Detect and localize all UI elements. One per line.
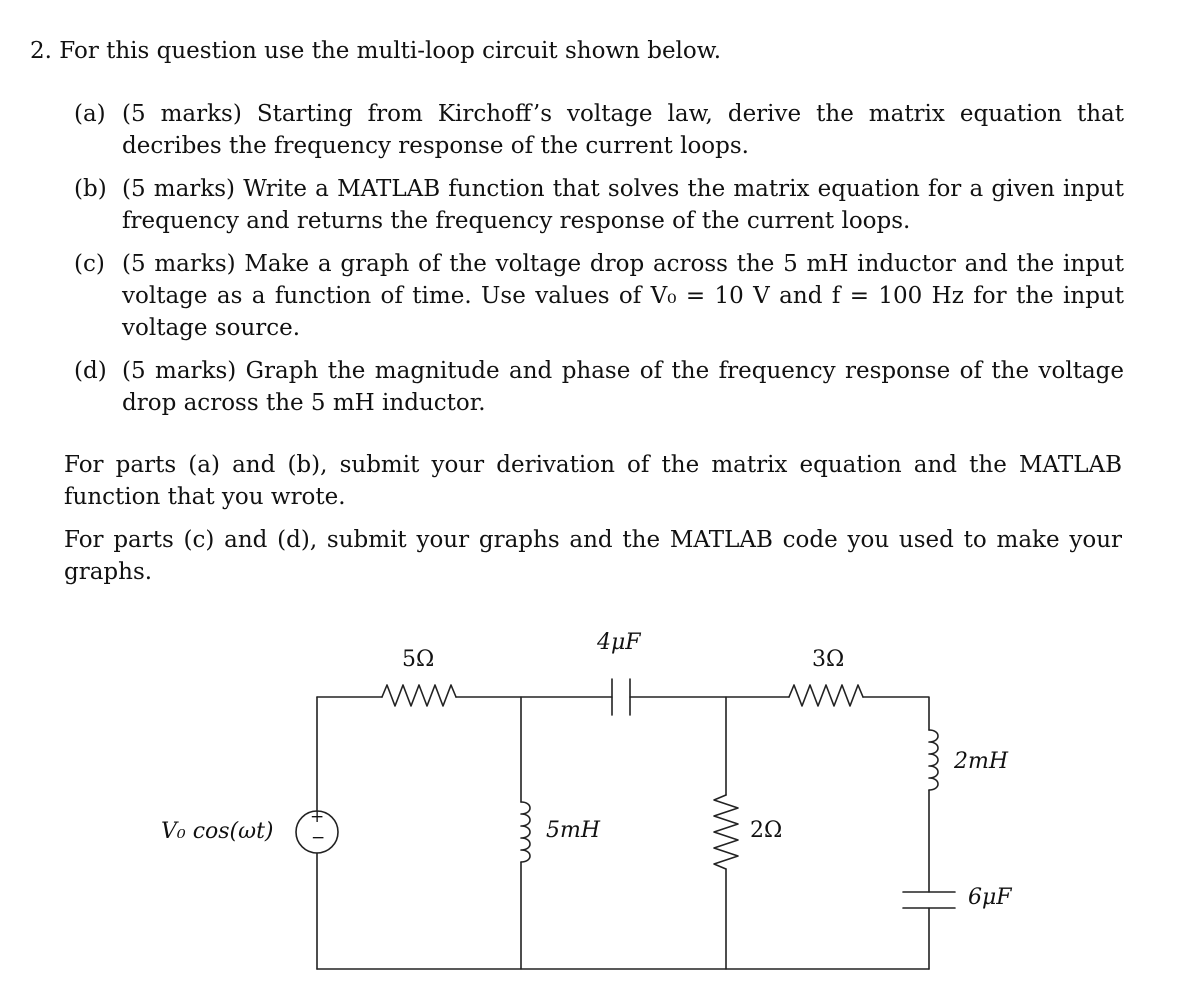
resistor-3-ohm <box>789 685 863 706</box>
question-header <box>30 38 721 64</box>
wire-top-right <box>863 697 929 730</box>
resistor-2-ohm <box>714 795 738 869</box>
part-a-label: (a) <box>74 101 106 127</box>
part-d <box>74 355 1124 419</box>
question-parts <box>74 98 1124 430</box>
inductor-5mH <box>521 802 530 862</box>
circuit-diagram <box>0 600 1178 996</box>
submission-note-ab: For parts (a) and (b), submit your derivation of the matrix equation and the MATLAB function that you wrote. <box>64 452 1122 510</box>
resistor-5-ohm-label: 5Ω <box>402 647 435 672</box>
resistor-5-ohm <box>382 685 456 706</box>
source-label: V₀ cos(ωt) <box>161 819 274 844</box>
capacitor-6uF <box>903 892 955 908</box>
part-a <box>74 98 1124 162</box>
part-b-text: (5 marks) Write a MATLAB function that solves the matrix equation for a given input frequency and returns the frequency response of the current loops. <box>122 176 1124 234</box>
resistor-3-ohm-label: 3Ω <box>812 647 845 672</box>
part-b-label: (b) <box>74 176 107 202</box>
part-d-text: (5 marks) Graph the magnitude and phase of the frequency response of the voltage drop across the 5 mH inductor. <box>122 358 1124 416</box>
source-plus-sign: + <box>310 807 325 827</box>
question-intro: For this question use the multi-loop circuit shown below. <box>59 38 722 64</box>
inductor-2mH <box>929 730 938 790</box>
capacitor-4uF-label: 4μF <box>597 630 641 655</box>
part-d-label: (d) <box>74 358 107 384</box>
capacitor-6uF-label: 6μF <box>968 885 1012 910</box>
part-b <box>74 173 1124 237</box>
circuit-schematic <box>0 600 1178 996</box>
part-c-text: (5 marks) Make a graph of the voltage drop across the 5 mH inductor and the input voltage as a function of time. Use values of V₀ = 10 V and f = 100 Hz for the input voltage source. <box>122 251 1124 341</box>
capacitor-4uF <box>612 679 630 715</box>
resistor-2-ohm-label: 2Ω <box>750 818 783 843</box>
inductor-5mH-label: 5mH <box>546 818 601 843</box>
part-c <box>74 248 1124 344</box>
part-a-text: (5 marks) Starting from Kirchoff’s voltage law, derive the matrix equation that decribes the frequency response of the current loops. <box>122 101 1124 159</box>
question-number: 2. <box>30 38 52 64</box>
part-c-label: (c) <box>74 251 105 277</box>
source-minus-sign: − <box>311 828 326 848</box>
submission-note-cd: For parts (c) and (d), submit your graphs and the MATLAB code you used to make your graphs. <box>64 527 1122 585</box>
inductor-2mH-label: 2mH <box>954 749 1009 774</box>
